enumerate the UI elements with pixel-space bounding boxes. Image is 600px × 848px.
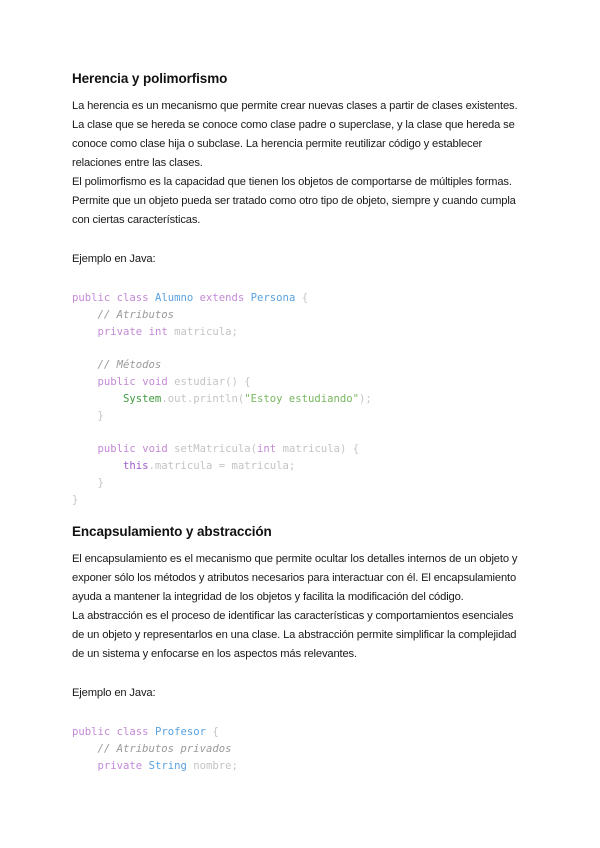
code-line: public void setMatricula(int matricula) {	[97, 443, 360, 456]
code-token: Persona	[250, 292, 296, 304]
code-token: matricula	[174, 325, 232, 338]
code-line: private String nombre;	[97, 759, 238, 772]
section-heading-herencia: Herencia y polimorfismo	[72, 71, 228, 86]
code-token: int	[257, 443, 277, 456]
paragraph-line: conoce como clase hija o subclase. La herencia permite reutilizar código y establecer	[72, 138, 483, 150]
code-line: public void estudiar() {	[97, 375, 251, 388]
code-token: private	[97, 325, 143, 338]
code-comment: // Métodos	[97, 359, 162, 372]
example-label	[72, 684, 534, 703]
paragraph-line: La clase que se hereda se conoce como clase padre o superclase, y la clase que hereda se	[72, 119, 515, 131]
code-line: }	[97, 476, 104, 489]
paragraph-line: exponer sólo los métodos y atributos necesarios para interactuar con él. El encapsulamiento	[72, 572, 517, 584]
code-token: System	[123, 392, 162, 405]
code-line	[72, 424, 372, 441]
code-line	[72, 741, 238, 758]
paragraph-encapsulamiento	[72, 550, 534, 664]
code-token: void	[142, 375, 168, 388]
code-token: void	[142, 443, 168, 456]
code-token: public	[97, 375, 136, 388]
code-line: private int matricula;	[97, 325, 238, 338]
code-line: }	[97, 409, 104, 422]
code-token: int	[148, 325, 168, 338]
example-label-text: Ejemplo en Java:	[72, 687, 156, 699]
code-token: .out.println(	[161, 392, 245, 405]
example-label	[72, 250, 534, 269]
code-line: }	[72, 493, 79, 506]
code-block-profesor	[72, 724, 238, 774]
code-token: matricula	[282, 443, 340, 456]
code-comment: // Atributos	[97, 308, 175, 321]
paragraph-line: relaciones entre las clases.	[72, 157, 203, 169]
section-heading-encapsulamiento: Encapsulamiento y abstracción	[72, 524, 272, 539]
code-string: "Estoy estudiando"	[244, 392, 360, 405]
code-token: String	[148, 759, 187, 772]
code-line: public class Alumno extends Persona {	[72, 292, 309, 304]
paragraph-line: ayuda a mantener la integridad de los objetos y facilita la modificación del código.	[72, 591, 464, 603]
code-comment: // Atributos privados	[97, 742, 232, 755]
code-token: public	[72, 292, 111, 304]
code-token: this	[123, 459, 149, 472]
code-token: private	[97, 759, 143, 772]
paragraph-line: con ciertas características.	[72, 214, 201, 226]
code-line	[72, 458, 372, 475]
paragraph-line: de un objeto y representarlos en una clase. La abstracción permite simplificar la complejidad	[72, 629, 517, 641]
paragraph-line: El polimorfismo es la capacidad que tienen los objetos de comportarse de múltiples formas.	[72, 176, 512, 188]
code-token: Alumno	[154, 292, 194, 304]
code-token: nombre	[193, 759, 232, 772]
code-token: class	[116, 726, 149, 738]
paragraph-line: La abstracción es el proceso de identificar las características y comportamientos esenciales	[72, 610, 514, 622]
code-line: System.out.println("Estoy estudiando");	[123, 392, 372, 405]
code-token: Profesor	[154, 726, 206, 738]
code-block-alumno	[72, 290, 372, 508]
paragraph-line: La herencia es un mecanismo que permite crear nuevas clases a partir de clases existentes.	[72, 100, 518, 112]
code-token: class	[116, 292, 149, 304]
code-token: setMatricula	[174, 443, 251, 456]
code-line	[72, 307, 372, 324]
paragraph-herencia	[72, 97, 534, 230]
paragraph-line: Permite que un objeto pueda ser tratado como otro tipo de objeto, siempre y cuando cumpla	[72, 195, 516, 207]
code-token: extends	[199, 292, 245, 304]
code-line	[72, 357, 372, 374]
code-line: public class Profesor {	[72, 726, 219, 738]
code-token: estudiar	[174, 375, 226, 388]
paragraph-line: de un sistema y enfocarse en los aspectos más relevantes.	[72, 648, 357, 660]
code-token: .matricula = matricula;	[148, 459, 296, 472]
paragraph-line: El encapsulamiento es el mecanismo que permite ocultar los detalles internos de un objeto y	[72, 553, 518, 565]
code-line	[72, 340, 372, 357]
example-label-text: Ejemplo en Java:	[72, 253, 156, 265]
code-token: public	[97, 443, 136, 456]
code-token: public	[72, 726, 111, 738]
